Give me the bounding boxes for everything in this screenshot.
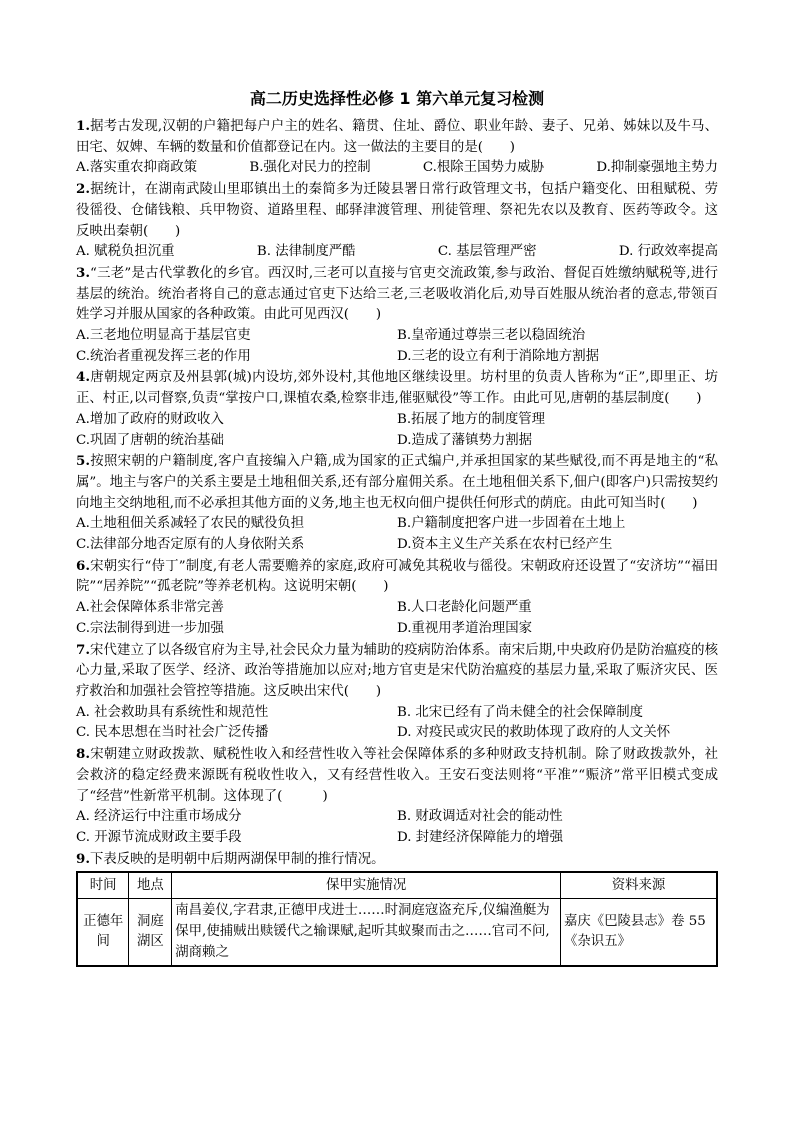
- options: [76, 158, 718, 179]
- question: [76, 640, 718, 745]
- data-table: [76, 871, 718, 967]
- question-number: 3.: [76, 264, 90, 281]
- option-b[interactable]: B.皇帝通过尊崇三老以稳固统治: [397, 328, 586, 344]
- question-list: [76, 116, 718, 870]
- question-stem: [76, 744, 718, 807]
- question-number: 4.: [76, 369, 90, 386]
- option-c[interactable]: C. 开源节流成财政主要手段: [76, 829, 242, 845]
- option-a[interactable]: A.落实重农抑商政策: [76, 160, 198, 176]
- table-header: 地点: [129, 872, 172, 899]
- question-text: 按照宋朝的户籍制度,客户直接编入户籍,成为国家的正式编户,并承担国家的某些赋役,而不再是地主的“私属”。地主与客户的关系主要是土地租佃关系,还有部分雇佣关系。在土地租佃关系下,佃户(即客户)只需按契约向地主交纳地租,而不必承担其他方面的义务,地主也无权向佃户提供任何形式的荫庇。由此可知当时( ): [76, 454, 718, 511]
- option-b[interactable]: B.户籍制度把客户进一步固着在土地上: [397, 516, 626, 532]
- option-d[interactable]: D. 封建经济保障能力的增强: [397, 829, 564, 845]
- question-text: 宋朝建立财政拨款、赋税性收入和经营性收入等社会保障体系的多种财政支持机制。除了财政拨款外，社会救济的稳定经费来源既有税收性收入，又有经营性收入。王安石变法则将“平准”“赈济”常平旧模式变成了“经营”性新常平机制。这体现了( ): [76, 747, 718, 804]
- question-stem: [76, 451, 718, 514]
- option-c[interactable]: C. 民本思想在当时社会广泛传播: [76, 725, 269, 741]
- table-cell-time: 正德年间: [77, 899, 129, 967]
- options: [76, 703, 718, 744]
- option-d[interactable]: D.重视用孝道治理国家: [397, 620, 533, 636]
- option-d[interactable]: D. 行政效率提高: [618, 244, 718, 260]
- option-b[interactable]: B. 北宋已经有了尚未健全的社会保障制度: [397, 704, 643, 720]
- option-a[interactable]: A. 社会救助具有系统性和规范性: [76, 704, 269, 720]
- option-a[interactable]: A.社会保障体系非常完善: [76, 600, 224, 616]
- question: [76, 849, 718, 871]
- question: [76, 451, 718, 556]
- exam-page: [76, 86, 718, 967]
- option-a[interactable]: A.土地租佃关系减轻了农民的赋役负担: [76, 516, 305, 532]
- option-c[interactable]: C.根除王国势力威胁: [422, 160, 545, 176]
- question-text: 宋朝实行“侍丁”制度,有老人需要赡养的家庭,政府可减免其税收与徭役。宋朝政府还设置了“安济坊”“福田院”“居养院”“孤老院”等养老机构。这说明宋朝( ): [76, 558, 718, 595]
- question-text: 据统计，在湖南武陵山里耶镇出土的秦简多为迁陵县署日常行政管理文书，包括户籍变化、田租赋税、劳役徭役、仓储钱粮、兵甲物资、道路里程、邮驿津渡管理、刑徒管理、祭祀先农以及教育、医药等政令。这反映出秦朝( ): [76, 182, 718, 239]
- table-cell-source: 嘉庆《巴陵县志》卷 55《杂识五》: [560, 899, 717, 967]
- question-stem: [76, 179, 718, 242]
- question-number: 2.: [76, 181, 90, 198]
- question-number: 1.: [76, 118, 90, 134]
- option-b[interactable]: B. 财政调适对社会的能动性: [397, 809, 563, 825]
- question: [76, 367, 718, 451]
- page-title: 高二历史选择性必修 1 第六单元复习检测: [249, 89, 545, 108]
- question-stem: [76, 849, 718, 871]
- question: [76, 556, 718, 640]
- options: [76, 514, 718, 555]
- table-header: 保甲实施情况: [172, 872, 561, 899]
- option-d[interactable]: D.三老的设立有利于消除地方割据: [397, 348, 599, 364]
- options: [76, 410, 718, 451]
- question: [76, 116, 718, 179]
- question-number: 7.: [76, 641, 90, 658]
- question-text: 据考古发现,汉朝的户籍把每户户主的姓名、籍贯、住址、爵位、职业年龄、妻子、兄弟、姊妹以及牛马、田宅、奴婢、车辆的数量和价值都登记在内。这一做法的主要目的是( ): [76, 119, 718, 155]
- option-a[interactable]: A.增加了政府的财政收入: [76, 411, 224, 427]
- question-stem: [76, 640, 718, 703]
- question-number: 9.: [76, 850, 90, 867]
- option-d[interactable]: D.造成了藩镇势力割据: [397, 432, 533, 448]
- question-stem: [76, 556, 718, 598]
- option-c[interactable]: C.统治者重视发挥三老的作用: [76, 348, 251, 364]
- option-d[interactable]: D.抑制豪强地主势力: [596, 160, 718, 176]
- question: [76, 744, 718, 849]
- option-b[interactable]: B.强化对民力的控制: [249, 160, 371, 176]
- question-number: 5.: [76, 453, 90, 470]
- option-a[interactable]: A. 经济运行中注重市场成分: [76, 809, 242, 825]
- option-a[interactable]: A. 赋税负担沉重: [76, 244, 175, 260]
- question-stem: [76, 367, 718, 409]
- option-b[interactable]: B.人口老龄化问题严重: [397, 600, 532, 616]
- options: [76, 326, 718, 367]
- question-text: 唐朝规定两京及州县郭(城)内设坊,郊外设村,其他地区继续设里。坊村里的负责人皆称为“正”,即里正、坊正、村正,以司督察,负责“掌按户口,课植农桑,检察非违,催驱赋役”等工作。由此可见,唐朝的基层制度( ): [76, 370, 718, 407]
- question-text: “三老”是古代掌教化的乡官。西汉时,三老可以直接与官吏交流政策,参与政治、督促百姓缴纳赋税等,进行基层的统治。统治者将自己的意志通过官吏下达给三老,三老吸收消化后,劝导百姓服从统治者的意志,带领百姓学习并服从国家的各种政策。由此可见西汉( ): [76, 265, 718, 323]
- question-stem: [76, 116, 718, 158]
- options: [76, 242, 718, 263]
- table-header: 资料来源: [560, 872, 717, 899]
- option-d[interactable]: D. 对疫民或灾民的救助体现了政府的人文关怀: [397, 725, 671, 741]
- question-text: 宋代建立了以各级官府为主导,社会民众力量为辅助的疫病防治体系。南宋后期,中央政府仍是防治瘟疫的核心力量,采取了医学、经济、政治等措施加以应对;地方官吏是宋代防治瘟疫的基层力量,采取了赈济灾民、医疗救治和加强社会管控等措施。这反映出宋代( ): [76, 642, 718, 699]
- question: [76, 263, 718, 368]
- option-b[interactable]: B.拓展了地方的制度管理: [397, 411, 546, 427]
- options: [76, 598, 718, 639]
- table-header-row: [77, 872, 717, 899]
- table-cell-place: 洞庭湖区: [129, 899, 172, 967]
- option-d[interactable]: D.资本主义生产关系在农村已经产生: [397, 537, 613, 553]
- option-c[interactable]: C.宗法制得到进一步加强: [76, 620, 224, 636]
- option-c[interactable]: C.法律部分地否定原有的人身依附关系: [76, 537, 305, 553]
- option-a[interactable]: A.三老地位明显高于基层官吏: [76, 328, 251, 344]
- option-b[interactable]: B. 法律制度严酷: [256, 244, 356, 260]
- table-row: [77, 899, 717, 967]
- question-text: 下表反映的是明朝中后期两湖保甲制的推行情况。: [89, 851, 385, 867]
- table-header: 时间: [77, 872, 129, 899]
- table-cell-content: 南昌姜仪,字君隶,正德甲戌进士……时洞庭寇盗充斥,仪编渔艇为保甲,使捕贼出赎锾代之输课赋,起听其蚁聚而击之……官司不问,湖商赖之: [172, 899, 561, 967]
- options: [76, 807, 718, 848]
- question-number: 6.: [76, 557, 90, 574]
- question-number: 8.: [76, 746, 90, 763]
- question-stem: [76, 263, 718, 326]
- question: [76, 179, 718, 263]
- option-c[interactable]: C. 基层管理严密: [437, 244, 537, 260]
- option-c[interactable]: C.巩固了唐朝的统治基础: [76, 432, 224, 448]
